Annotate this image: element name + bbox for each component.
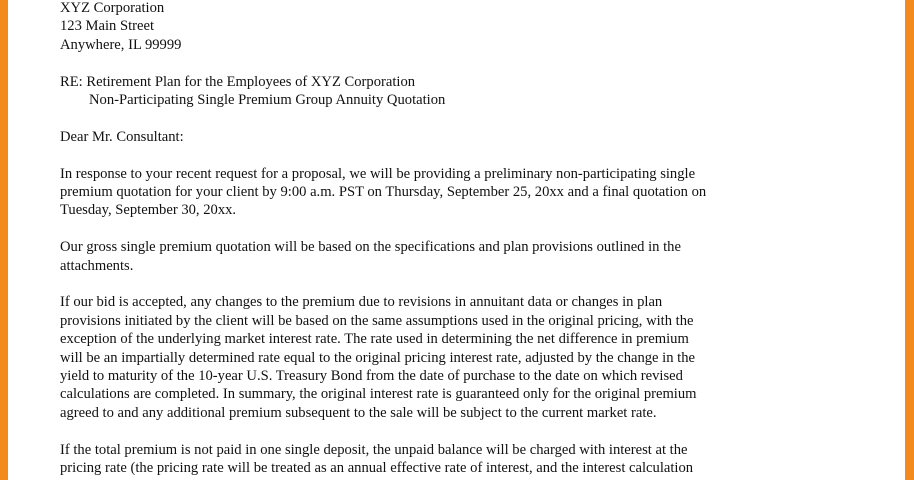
paragraph-line: In response to your recent request for a proposal, we will be providing a preliminary non-participating single — [60, 165, 696, 182]
paragraph-line: Tuesday, September 30, 20xx. — [60, 202, 237, 219]
spacer — [60, 54, 830, 72]
paragraph-request — [60, 165, 830, 220]
paragraph-line: premium quotation for your client by 9:00 a.m. PST on Thursday, September 25, 20xx and a final quotation on — [60, 184, 707, 201]
spacer — [60, 220, 830, 238]
paragraph-line: agreed to and any additional premium subsequent to the sale will be subject to the current market rate. — [60, 404, 657, 421]
paragraph-line: pricing rate (the pricing rate will be treated as an annual effective rate of interest, and the interest calculation — [60, 460, 694, 477]
salutation: Dear Mr. Consultant: — [60, 128, 184, 145]
sender-street: 123 Main Street — [60, 18, 155, 35]
paragraph-line: exception of the underlying market interest rate. The rate used in determining the net difference in premium — [60, 331, 689, 348]
spacer — [60, 275, 830, 293]
paragraph-line: calculations are completed. In summary, the original interest rate is guaranteed only for the original premium — [60, 386, 697, 403]
re-subject: RE: Retirement Plan for the Employees of XYZ Corporation — [60, 73, 416, 90]
paragraph-line: yield to maturity of the 10-year U.S. Treasury Bond from the date of purchase to the date on which revised — [60, 368, 683, 385]
re-subtitle: Non-Participating Single Premium Group Annuity Quotation — [89, 92, 446, 109]
paragraph-line: attachments. — [60, 257, 134, 274]
spacer — [60, 422, 830, 440]
sender-address — [60, 0, 830, 54]
paragraph-line: Our gross single premium quotation will be based on the specifications and plan provisions outlined in the — [60, 239, 681, 256]
paragraph-line: If the total premium is not paid in one single deposit, the unpaid balance will be charged with interest at the — [60, 441, 688, 458]
paragraph-quotation-basis — [60, 238, 830, 275]
spacer — [60, 109, 830, 127]
sender-city: Anywhere, IL 99999 — [60, 36, 182, 53]
document-page — [8, 0, 905, 480]
spacer — [60, 146, 830, 164]
paragraph-line: will be an impartially determined rate equal to the original pricing interest rate, adjusted by the change in the — [60, 349, 696, 366]
re-line — [60, 73, 830, 110]
paragraph-bid-accepted — [60, 293, 830, 422]
sender-company: XYZ Corporation — [60, 0, 165, 16]
paragraph-line: provisions initiated by the client will be based on the same assumptions used in the original pricing, with the — [60, 312, 694, 329]
paragraph-line: If our bid is accepted, any changes to the premium due to revisions in annuitant data or changes in plan — [60, 294, 663, 311]
letter-body — [60, 0, 830, 477]
paragraph-premium-payment — [60, 441, 830, 478]
